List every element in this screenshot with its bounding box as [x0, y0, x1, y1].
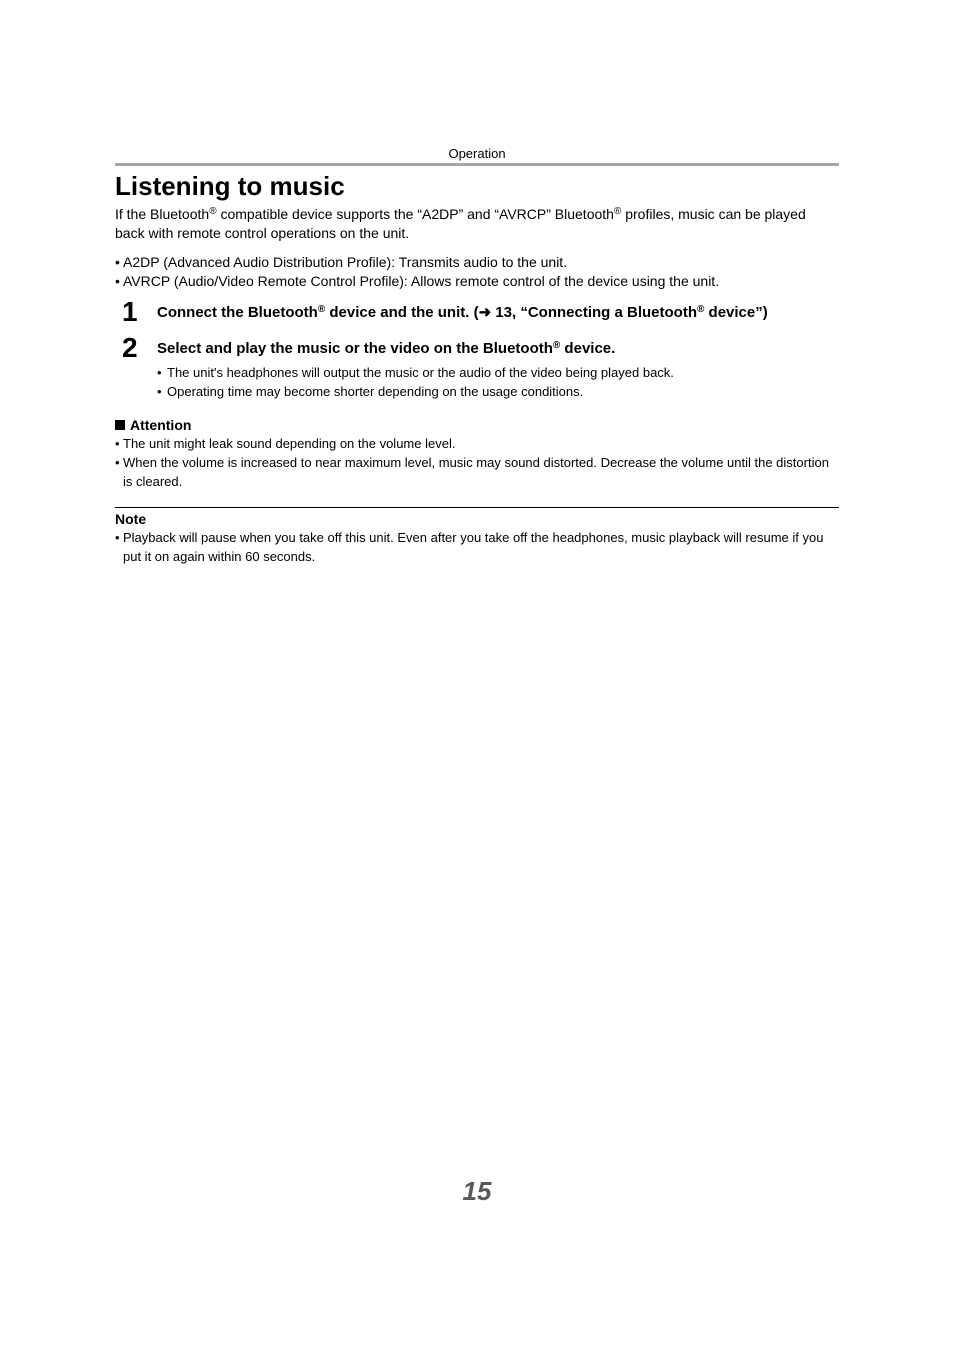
attention-list [115, 434, 839, 491]
list-item [115, 528, 839, 566]
list-item [115, 272, 839, 291]
attention-text: When the volume is increased to near maximum level, music may sound distorted. Decrease the volume until the distortion is cleared. [123, 455, 829, 489]
square-bullet-icon [115, 420, 125, 430]
page-title: Listening to music [115, 171, 345, 201]
page-number: 15 [462, 1176, 492, 1206]
bullet-mark: • [115, 530, 120, 545]
note-text: Operating time may become shorter depending on the usage conditions. [167, 384, 584, 399]
profile-text: A2DP (Advanced Audio Distribution Profile): Transmits audio to the unit. [123, 254, 568, 270]
list-item [115, 434, 839, 453]
step-text-a: Connect the Bluetooth [157, 304, 318, 321]
attention-text: The unit might leak sound depending on the volume level. [123, 436, 456, 451]
note-list [115, 528, 839, 566]
registered-mark: ® [696, 304, 705, 315]
step-text-b: device. [560, 340, 616, 357]
note-divider [115, 507, 839, 508]
step-text-d: device”) [704, 304, 768, 321]
attention-section [115, 416, 839, 491]
profile-list [115, 253, 839, 291]
note-text: Playback will pause when you take off this unit. Even after you take off the headphones, music playback will resume if you put it on again within 60 seconds. [123, 530, 824, 564]
step-number: 2 [122, 332, 138, 363]
bullet-mark: • [157, 365, 162, 380]
note-text: The unit's headphones will output the music or the audio of the video being played back. [167, 365, 674, 380]
list-item [157, 363, 839, 382]
intro-text-2: compatible device supports the “A2DP” and “AVRCP” Bluetooth [216, 206, 614, 222]
bullet-mark: • [115, 273, 120, 289]
step-text-c: 13, “Connecting a Bluetooth [491, 304, 697, 321]
bullet-mark: • [115, 254, 120, 270]
step-number: 1 [122, 296, 138, 327]
profile-text: AVRCP (Audio/Video Remote Control Profile): Allows remote control of the device using the unit. [123, 273, 720, 289]
bullet-mark: • [115, 436, 120, 451]
arrow-icon: ➜ [478, 304, 492, 321]
intro-text-1: If the Bluetooth [115, 206, 210, 222]
registered-mark: ® [613, 206, 622, 217]
list-item [115, 453, 839, 491]
step-notes [157, 363, 839, 401]
bullet-mark: • [115, 455, 120, 470]
attention-title: Attention [130, 417, 192, 433]
header-divider [115, 163, 839, 166]
registered-mark: ® [209, 206, 217, 217]
section-label: Operation [448, 146, 506, 161]
step-text-a: Select and play the music or the video on the Bluetooth [157, 340, 553, 357]
registered-mark: ® [317, 304, 326, 315]
attention-heading [115, 416, 839, 434]
step-instruction [157, 339, 847, 359]
step-text-b: device and the unit. ( [325, 304, 479, 321]
registered-mark: ® [552, 340, 561, 351]
list-item [157, 382, 839, 401]
step-instruction [157, 303, 847, 323]
note-section [115, 510, 839, 566]
bullet-mark: • [157, 384, 162, 399]
note-heading: Note [115, 511, 147, 527]
list-item [115, 253, 839, 272]
intro-text-3: profiles, music can be played back with remote control operations on the unit. [115, 206, 806, 241]
intro-paragraph [115, 205, 839, 243]
